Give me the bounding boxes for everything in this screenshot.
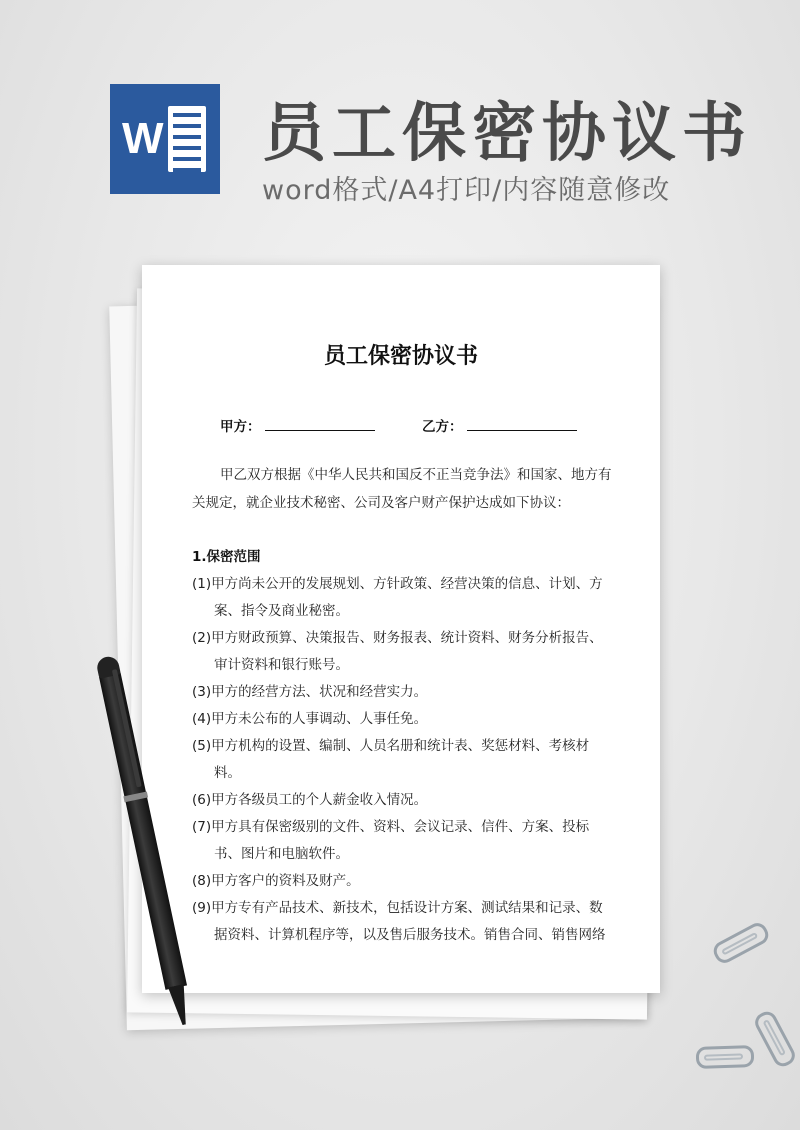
list-item: (7)甲方具有保密级别的文件、资料、会议记录、信件、方案、投标书、图片和电脑软件。 <box>192 819 590 862</box>
party-a-field <box>220 415 375 435</box>
list-item: (2)甲方财政预算、决策报告、财务报表、统计资料、财务分析报告、审计资料和银行账号。 <box>192 630 603 673</box>
party-a-label: 甲方： <box>220 419 261 435</box>
word-logo-icon <box>110 84 220 194</box>
party-b-field <box>422 415 577 435</box>
logo-letter: W <box>122 114 164 163</box>
party-b-blank <box>467 418 577 431</box>
document-page <box>142 265 660 993</box>
list-item: (9)甲方专有产品技术、新技术，包括设计方案、测试结果和记录、数据资料、计算机程序等，以及售后服务技术。销售合同、销售网络 <box>192 900 606 943</box>
party-a-blank <box>265 418 375 431</box>
list-item: (8)甲方客户的资料及财产。 <box>192 873 360 889</box>
page-subtitle: word格式/A4打印/内容随意修改 <box>262 175 671 206</box>
document-title: 员工保密协议书 <box>323 344 478 369</box>
list-item: (4)甲方未公布的人事调动、人事任免。 <box>192 711 428 727</box>
paperclip-icon <box>696 1045 755 1069</box>
page-title: 员工保密协议书 <box>262 97 752 171</box>
intro-paragraph: 甲乙双方根据《中华人民共和国反不正当竞争法》和国家、地方有关规定，就企业技术秘密、公司及客户财产保护达成如下协议： <box>192 467 612 511</box>
list-item: (1)甲方尚未公开的发展规划、方针政策、经营决策的信息、计划、方案、指令及商业秘密。 <box>192 576 603 619</box>
confidential-items-list <box>192 571 616 949</box>
list-item: (3)甲方的经营方法、状况和经营实力。 <box>192 684 428 700</box>
list-item: (6)甲方各级员工的个人薪金收入情况。 <box>192 792 428 808</box>
list-item: (5)甲方机构的设置、编制、人员名册和统计表、奖惩材料、考核材料。 <box>192 738 590 781</box>
section-title: 1.保密范围 <box>192 549 261 565</box>
document-lines-icon <box>168 106 206 172</box>
party-b-label: 乙方： <box>422 419 463 435</box>
